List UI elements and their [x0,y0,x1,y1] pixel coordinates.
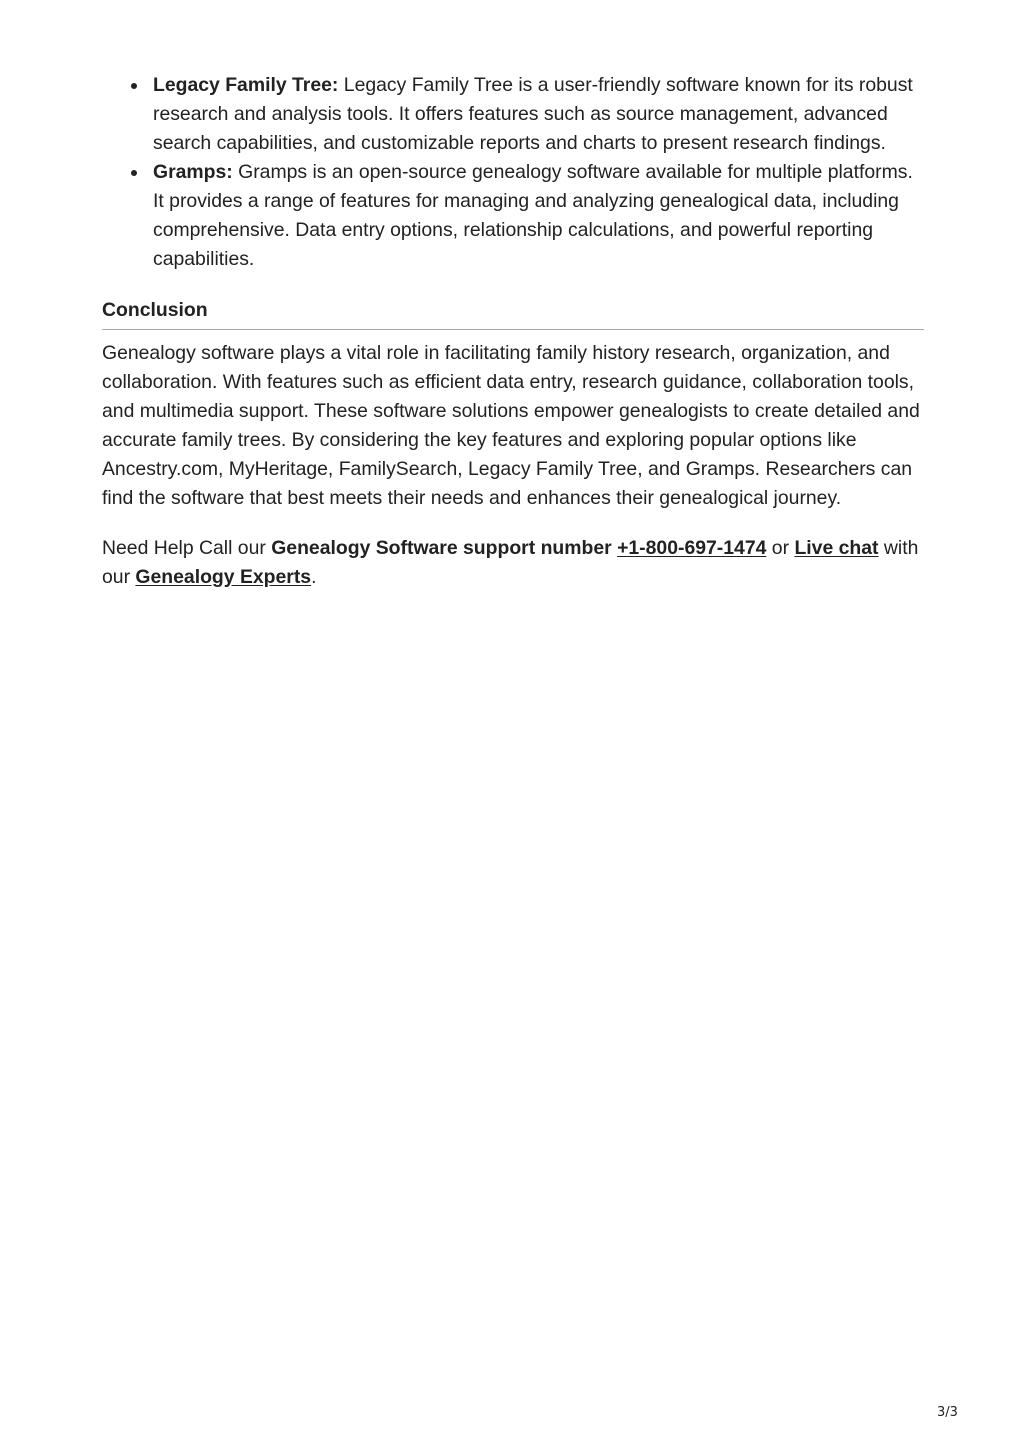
bullet-icon [131,83,137,89]
software-name: Gramps: [153,161,233,183]
help-intro: Need Help Call our [102,537,272,559]
software-list [102,71,924,274]
phone-link[interactable]: +1-800-697-1474 [617,537,767,559]
conclusion-paragraph: Genealogy software plays a vital role in facilitating family history research, organization, and collaboration. With features such as efficient data entry, research guidance, collaboration tools, and multimedia support. These software solutions empower genealogists to create detailed and accurate family trees. By considering the key features and exploring popular options like Ancestry.com, MyHeritage, FamilySearch, Legacy Family Tree, and Gramps. Researchers can find the software that best meets their needs and enhances their genealogical journey. [102,342,920,509]
or-text: or [766,537,795,559]
page-number: 3/3 [937,1405,958,1420]
with-text: with our [102,537,919,588]
conclusion-heading: Conclusion [102,296,924,330]
software-name: Legacy Family Tree: [153,74,339,96]
help-paragraph [102,534,924,592]
list-item [102,71,924,158]
bullet-icon [131,170,137,176]
software-description: Legacy Family Tree is a user-friendly software known for its robust research and analysis tools. It offers features such as source management, advanced search capabilities, and customizable reports and charts to present research findings. [153,74,913,154]
end-punctuation: . [311,566,317,588]
list-item [102,158,924,274]
page-content [102,71,924,592]
software-description: Gramps is an open-source genealogy software available for multiple platforms. It provides a range of features for managing and analyzing genealogical data, including comprehensive. Data entry options, relationship calculations, and powerful reporting capabilities. [153,161,913,270]
support-label: Genealogy Software support number [271,537,612,559]
live-chat-link[interactable]: Live chat [794,537,879,559]
experts-link[interactable]: Genealogy Experts [135,566,312,588]
